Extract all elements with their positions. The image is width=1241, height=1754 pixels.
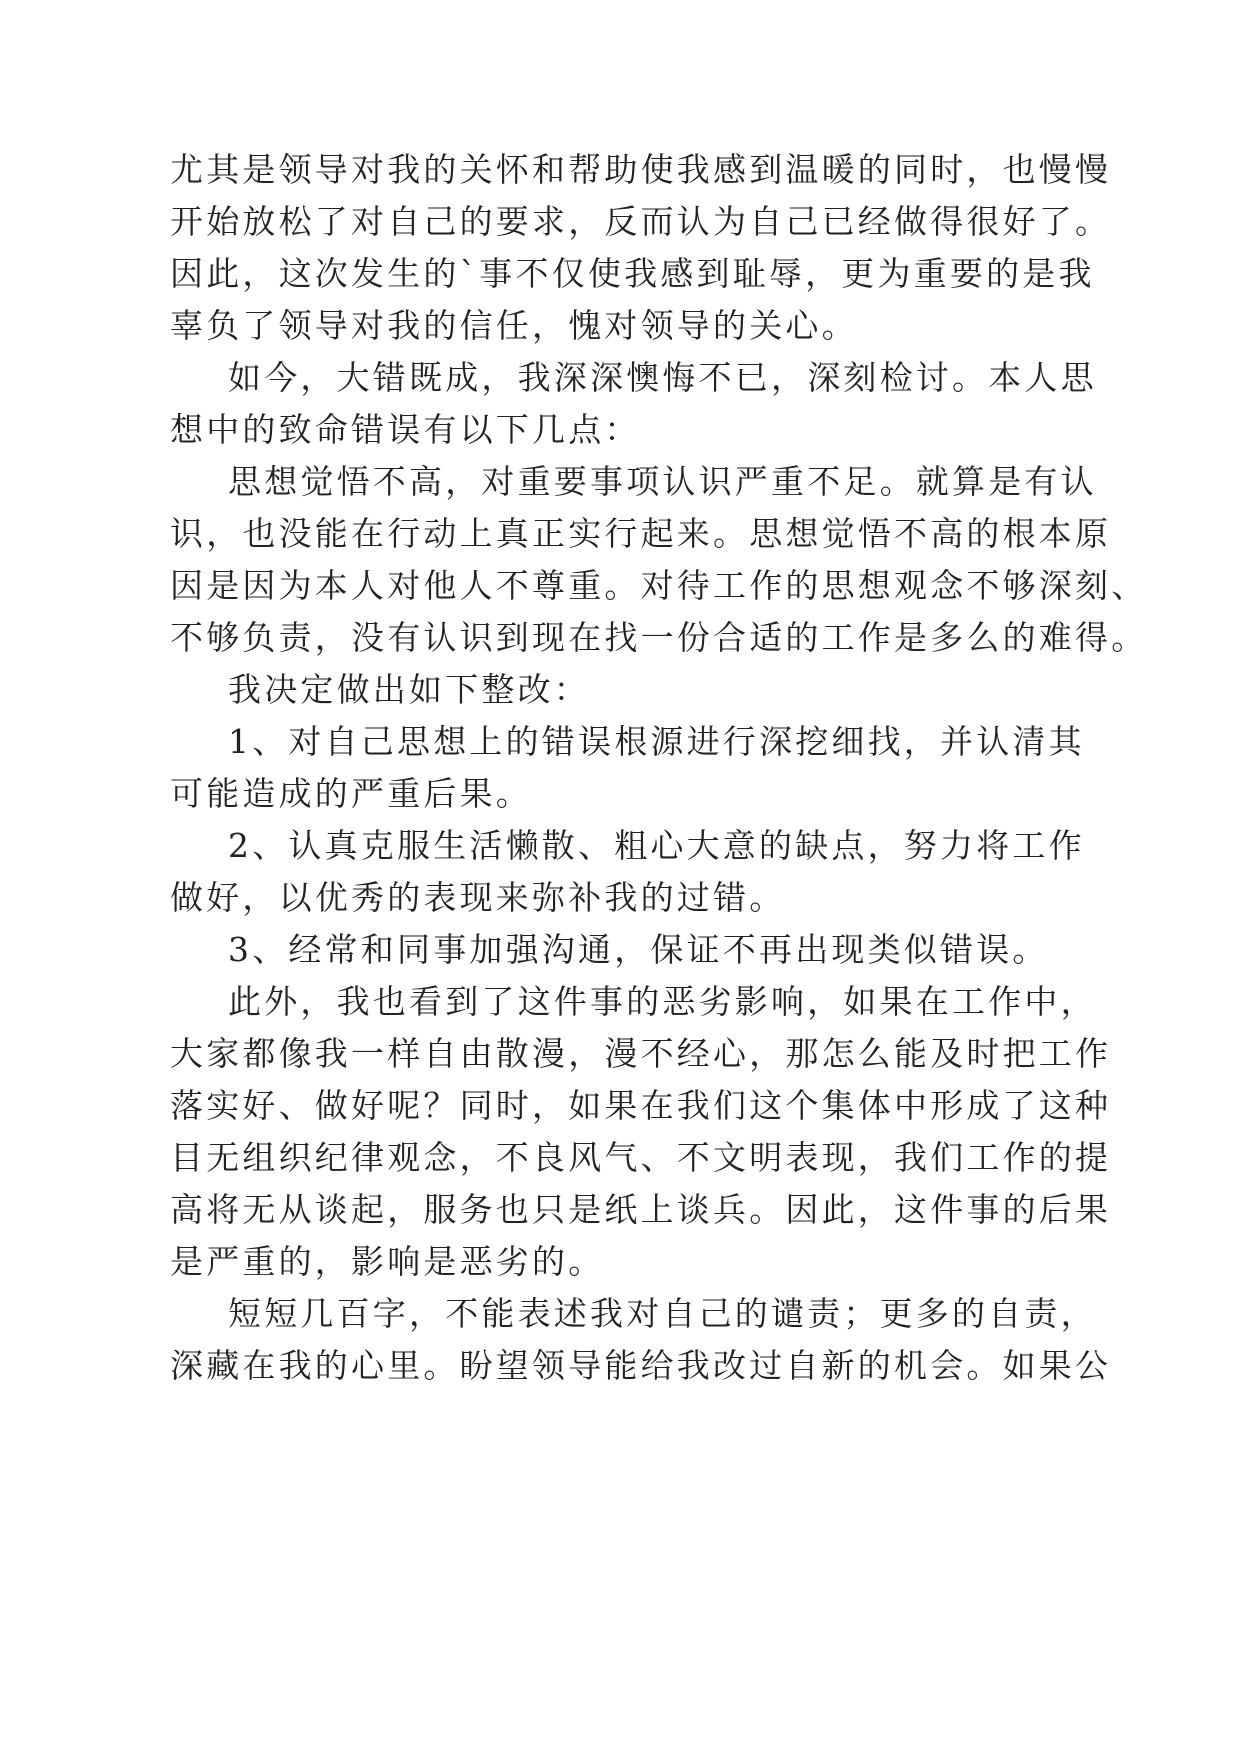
text-line: 辜负了领导对我的信任，愧对领导的关心。 bbox=[170, 306, 858, 345]
text-line: 落实好、做好呢？同时，如果在我们这个集体中形成了这种 bbox=[170, 1086, 1112, 1125]
text-line: 深藏在我的心里。盼望领导能给我改过自新的机会。如果公 bbox=[170, 1346, 1112, 1385]
list-item-3: 3、经常和同事加强沟通，保证不再出现类似错误。 bbox=[228, 930, 1049, 969]
text-line: 是严重的，影响是恶劣的。 bbox=[170, 1242, 605, 1281]
text-line: 因是因为本人对他人不尊重。对待工作的思想观念不够深刻、 bbox=[170, 566, 1148, 605]
text-line: 大家都像我一样自由散漫，漫不经心，那怎么能及时把工作 bbox=[170, 1034, 1112, 1073]
text-line: 尤其是领导对我的关怀和帮助使我感到温暖的同时，也慢慢 bbox=[170, 150, 1112, 189]
text-line: 开始放松了对自己的要求，反而认为自己已经做得很好了。 bbox=[170, 202, 1112, 241]
text-line: 目无组织纪律观念，不良风气、不文明表现，我们工作的提 bbox=[170, 1138, 1112, 1177]
paragraph-first-line: 此外，我也看到了这件事的恶劣影响，如果在工作中， bbox=[228, 982, 1097, 1021]
text-line: 可能造成的严重后果。 bbox=[170, 774, 532, 813]
text-line: 想中的致命错误有以下几点： bbox=[170, 410, 641, 449]
paragraph-first-line: 短短几百字，不能表述我对自己的谴责；更多的自责， bbox=[228, 1294, 1097, 1333]
text-line: 高将无从谈起，服务也只是纸上谈兵。因此，这件事的后果 bbox=[170, 1190, 1112, 1229]
list-item-1: 1、对自己思想上的错误根源进行深挖细找，并认清其 bbox=[228, 722, 1085, 761]
paragraph-first-line: 如今，大错既成，我深深懊悔不已，深刻检讨。本人思 bbox=[228, 358, 1097, 397]
list-item-2: 2、认真克服生活懒散、粗心大意的缺点，努力将工作 bbox=[228, 826, 1085, 865]
text-line: 不够负责，没有认识到现在找一份合适的工作是多么的难得。 bbox=[170, 618, 1148, 657]
paragraph-first-line: 我决定做出如下整改： bbox=[228, 670, 590, 709]
text-line: 因此，这次发生的`事不仅使我感到耻辱，更为重要的是我 bbox=[170, 254, 1095, 293]
text-line: 做好，以优秀的表现来弥补我的过错。 bbox=[170, 878, 786, 917]
paragraph-first-line: 思想觉悟不高，对重要事项认识严重不足。就算是有认 bbox=[228, 462, 1097, 501]
text-line: 识，也没能在行动上真正实行起来。思想觉悟不高的根本原 bbox=[170, 514, 1112, 553]
